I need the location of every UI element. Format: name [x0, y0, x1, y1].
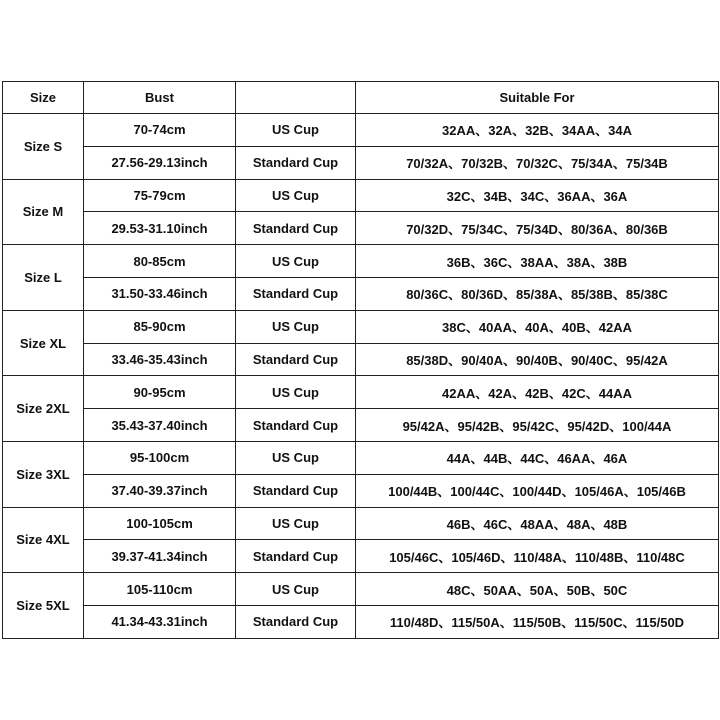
- table-row: [3, 343, 719, 376]
- size-label: Size M: [3, 179, 84, 245]
- standard-cup-fit: 70/32D、75/34C、75/34D、80/36A、80/36B: [356, 212, 719, 245]
- us-cup-label: US Cup: [236, 441, 356, 474]
- bust-inch: 27.56-29.13inch: [84, 146, 236, 179]
- us-cup-label: US Cup: [236, 573, 356, 606]
- size-label: Size L: [3, 245, 84, 311]
- standard-cup-label: Standard Cup: [236, 277, 356, 310]
- bust-inch: 35.43-37.40inch: [84, 409, 236, 442]
- bust-cm: 70-74cm: [84, 114, 236, 147]
- standard-cup-label: Standard Cup: [236, 343, 356, 376]
- bust-inch: 33.46-35.43inch: [84, 343, 236, 376]
- size-label: Size 5XL: [3, 573, 84, 639]
- bust-cm: 80-85cm: [84, 245, 236, 278]
- bust-cm: 105-110cm: [84, 573, 236, 606]
- standard-cup-fit: 95/42A、95/42B、95/42C、95/42D、100/44A: [356, 409, 719, 442]
- table-row: [3, 114, 719, 147]
- size-chart-table: [2, 81, 719, 639]
- us-cup-fit: 32C、34B、34C、36AA、36A: [356, 179, 719, 212]
- table-row: [3, 474, 719, 507]
- bust-cm: 95-100cm: [84, 441, 236, 474]
- standard-cup-label: Standard Cup: [236, 540, 356, 573]
- standard-cup-fit: 85/38D、90/40A、90/40B、90/40C、95/42A: [356, 343, 719, 376]
- us-cup-label: US Cup: [236, 114, 356, 147]
- us-cup-fit: 36B、36C、38AA、38A、38B: [356, 245, 719, 278]
- bust-inch: 39.37-41.34inch: [84, 540, 236, 573]
- table-row: [3, 376, 719, 409]
- standard-cup-fit: 110/48D、115/50A、115/50B、115/50C、115/50D: [356, 605, 719, 638]
- table-row: [3, 277, 719, 310]
- bust-inch: 37.40-39.37inch: [84, 474, 236, 507]
- us-cup-fit: 38C、40AA、40A、40B、42AA: [356, 310, 719, 343]
- us-cup-fit: 48C、50AA、50A、50B、50C: [356, 573, 719, 606]
- size-label: Size 3XL: [3, 441, 84, 507]
- standard-cup-fit: 70/32A、70/32B、70/32C、75/34A、75/34B: [356, 146, 719, 179]
- table-row: [3, 212, 719, 245]
- table-row: [3, 146, 719, 179]
- size-label: Size XL: [3, 310, 84, 376]
- size-label: Size S: [3, 114, 84, 180]
- us-cup-label: US Cup: [236, 376, 356, 409]
- size-label: Size 2XL: [3, 376, 84, 442]
- header-bust: Bust: [84, 82, 236, 114]
- table-row: [3, 245, 719, 278]
- table-row: [3, 409, 719, 442]
- us-cup-fit: 42AA、42A、42B、42C、44AA: [356, 376, 719, 409]
- standard-cup-fit: 105/46C、105/46D、110/48A、110/48B、110/48C: [356, 540, 719, 573]
- standard-cup-label: Standard Cup: [236, 146, 356, 179]
- bust-inch: 29.53-31.10inch: [84, 212, 236, 245]
- bust-inch: 41.34-43.31inch: [84, 605, 236, 638]
- us-cup-label: US Cup: [236, 179, 356, 212]
- header-size: Size: [3, 82, 84, 114]
- bust-cm: 85-90cm: [84, 310, 236, 343]
- table-row: [3, 310, 719, 343]
- us-cup-label: US Cup: [236, 310, 356, 343]
- us-cup-fit: 46B、46C、48AA、48A、48B: [356, 507, 719, 540]
- us-cup-label: US Cup: [236, 507, 356, 540]
- standard-cup-label: Standard Cup: [236, 212, 356, 245]
- table-row: [3, 441, 719, 474]
- us-cup-fit: 32AA、32A、32B、34AA、34A: [356, 114, 719, 147]
- standard-cup-label: Standard Cup: [236, 474, 356, 507]
- standard-cup-fit: 80/36C、80/36D、85/38A、85/38B、85/38C: [356, 277, 719, 310]
- standard-cup-label: Standard Cup: [236, 409, 356, 442]
- table-row: [3, 605, 719, 638]
- table-row: [3, 507, 719, 540]
- table-row: [3, 540, 719, 573]
- us-cup-label: US Cup: [236, 245, 356, 278]
- us-cup-fit: 44A、44B、44C、46AA、46A: [356, 441, 719, 474]
- standard-cup-label: Standard Cup: [236, 605, 356, 638]
- header-cup-type: [236, 82, 356, 114]
- standard-cup-fit: 100/44B、100/44C、100/44D、105/46A、105/46B: [356, 474, 719, 507]
- table-row: [3, 179, 719, 212]
- header-suitable-for: Suitable For: [356, 82, 719, 114]
- bust-cm: 75-79cm: [84, 179, 236, 212]
- table-row: [3, 573, 719, 606]
- bust-cm: 100-105cm: [84, 507, 236, 540]
- size-label: Size 4XL: [3, 507, 84, 573]
- bust-cm: 90-95cm: [84, 376, 236, 409]
- bust-inch: 31.50-33.46inch: [84, 277, 236, 310]
- header-row: [3, 82, 719, 114]
